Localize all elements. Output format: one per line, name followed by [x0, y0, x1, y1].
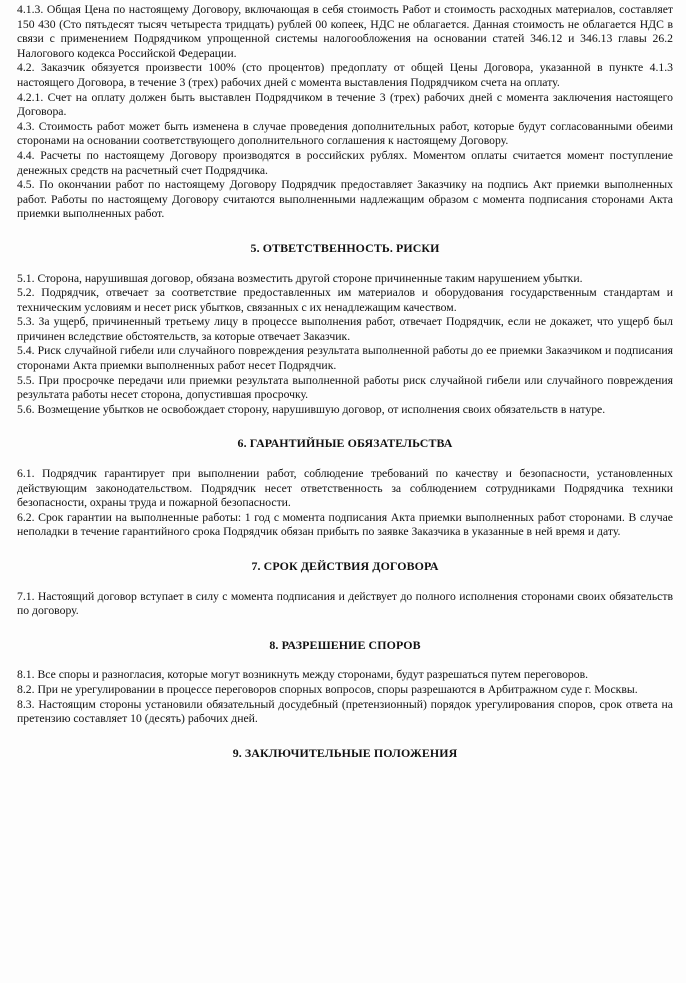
clause-5-3: 5.3. За ущерб, причиненный третьему лицу в процессе выполнения работ, отвечает Подрядчик, если не докажет, что ущерб был причинен вследствие обстоятельств, за которые отвечает Заказчик. [17, 315, 673, 343]
clause-8-2: 8.2. При не урегулировании в процессе переговоров спорных вопросов, споры разрешаются в Арбитражном суде г. Москвы. [17, 682, 638, 696]
clause-5-6: 5.6. Возмещение убытков не освобождает сторону, нарушившую договор, от исполнения своих обязательств в натуре. [17, 402, 606, 416]
clause-4-1-3: 4.1.3. Общая Цена по настоящему Договору, включающая в себя стоимость Работ и стоимость расходных материалов, составляет 150 430 (Сто пятьдесят тысяч четыреста тридцать) рублей 00 копеек, НДС не облагается. Данная стоимость не облагается НДС в связи с применением Подрядчиком упрощенной системы налогообложения на основании статей 346.12 и 346.13 главы 26.2 Налогового кодекса Российской Федерации. [17, 3, 673, 60]
clause-4-3: 4.3. Стоимость работ может быть изменена в случае проведения дополнительных работ, которые будут согласованными обеими сторонами на основании соответствующего дополнительного соглашения к настоящему Договору. [17, 119, 673, 148]
clause-7-1: 7.1. Настоящий договор вступает в силу с момента подписания и действует до полного исполнения сторонами своих обязательств по договору. [17, 589, 673, 618]
section-6-heading: 6. ГАРАНТИЙНЫЕ ОБЯЗАТЕЛЬСТВА [237, 436, 453, 451]
section-7-heading: 7. СРОК ДЕЙСТВИЯ ДОГОВОРА [251, 559, 439, 573]
section-9-heading: 9. ЗАКЛЮЧИТЕЛЬНЫЕ ПОЛОЖЕНИЯ [232, 745, 458, 760]
clause-5-1: 5.1. Сторона, нарушившая договор, обязана возместить другой стороне причиненные таким нарушением убытки. [17, 271, 583, 285]
clause-5-2: 5.2. Подрядчик, отвечает за соответствие предоставленных им материалов и оборудования государственным стандартам и техническим условиям и несет риск убытков, связанных с их ненадлежащим качеством. [17, 286, 673, 314]
clause-5-5: 5.5. При просрочке передачи или приемки результата выполненной работы риск случайной гибели или случайного повреждения результата работы несет сторона, допустившая просрочку. [17, 373, 673, 402]
clause-6-1: 6.1. Подрядчик гарантирует при выполнении работ, соблюдение требований по качеству и безопасности, установленных действующим законодательством. Подрядчик несет ответственность за соблюдением сотрудниками Подрядчика техники безопасности, охраны труда и пожарной безопасности. [17, 467, 673, 510]
clause-4-5: 4.5. По окончании работ по настоящему Договору Подрядчик предоставляет Заказчику на подпись Акт приемки выполненных работ. Работы по настоящему Договору считаются выполненными надлежащим образом с момента подписания сторонами Акта приемки выполненных работ. [17, 178, 673, 221]
contract-page [17, 3, 673, 760]
clause-8-3: 8.3. Настоящим стороны установили обязательный досудебный (претензионный) порядок урегулирования споров, срок ответа на претензию составляет 10 (десять) рабочих дней. [17, 697, 673, 726]
clause-8-1: 8.1. Все споры и разногласия, которые могут возникнуть между сторонами, будут разрешаться путем переговоров. [17, 668, 589, 682]
clause-5-4: 5.4. Риск случайной гибели или случайного повреждения результата выполненной работы до ее приемки Заказчиком и подписания сторонами Акта приемки выполненных работ несет Подрядчик. [17, 344, 673, 373]
clause-6-2: 6.2. Срок гарантии на выполненные работы: 1 год с момента подписания Акта приемки выполненных работ сторонами. В случае неполадки в течение гарантийного срока Подрядчик обязан прибыть по заявке Заказчика в указанные в ней время и дату. [17, 510, 673, 539]
clause-4-4: 4.4. Расчеты по настоящему Договору производятся в российских рублях. Моментом оплаты считается момент поступление денежных средств на расчетный счет Подрядчика. [17, 148, 673, 177]
section-5-heading: 5. ОТВЕТСТВЕННОСТЬ. РИСКИ [250, 240, 440, 255]
section-8-heading: 8. РАЗРЕШЕНИЕ СПОРОВ [269, 637, 421, 652]
clause-4-2: 4.2. Заказчик обязуется произвести 100% (сто процентов) предоплату от общей Цены Договора, указанной в пункте 4.1.3 настоящего Договора, в течение 3 (трех) рабочих дней с момента выставления Подрядчиком счета на оплату. [17, 61, 673, 89]
clause-4-2-1: 4.2.1. Счет на оплату должен быть выставлен Подрядчиком в течение 3 (трех) рабочих дней с момента заключения настоящего Договора. [17, 90, 673, 119]
